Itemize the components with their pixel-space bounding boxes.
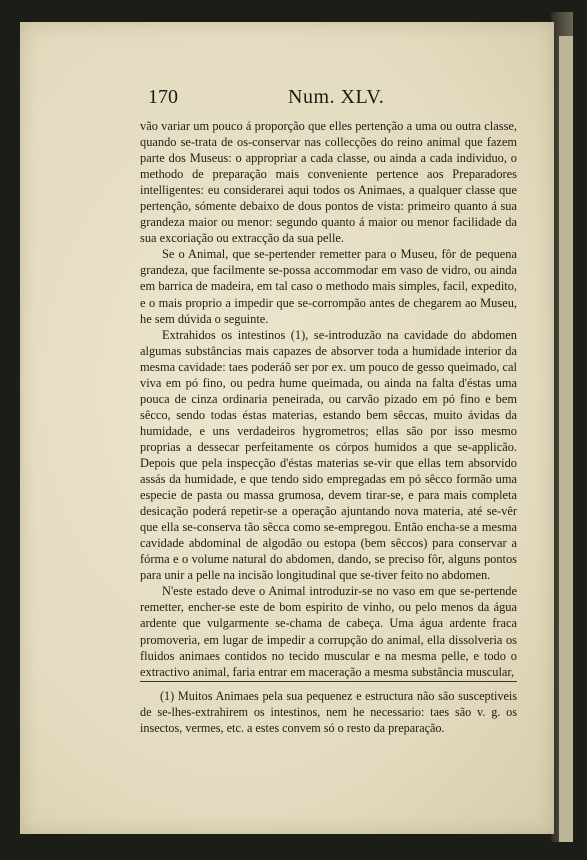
paragraph-2: Se o Animal, que se-pertender remetter para o Museu, fôr de pequena grandeza, que facilmente se-possa accommodar em vaso de vidro, ou ainda em barrica de madeira, em tal caso o methodo mais simples, facil, expedito, e o mais proprio a impedir que se-corrompão antes de chegarem ao Museu, he sem dúvida o seguinte.	[140, 247, 517, 326]
next-page-edge	[551, 12, 573, 842]
page-header	[148, 86, 548, 112]
paragraph-3: Extrahidos os intestinos (1), se-introduzão na cavidade do abdomen algumas substâncias mais capazes de absorver toda a humidade interior da mesma cavidade: taes poderáõ ser por ex. um pouco de gesso queimado, cal viva em pó fino, ou pedra hume queimada, ou ainda na falta d'éstas uma pouca de cinza ordinaria peneirada, ou carvão pizado em pó fino e bem sêcco, sendo todas éstas materias, estando bem sêccas, muito ávidas da humidade, e uns verdadeiros hygrometros; ellas são por isso mesmo proprias a dessecar perfeitamente os córpos humidos a que se-applicão. Depois que pela inspecção d'éstas materias se-vir que ellas tem absorvido assás da humidade, e que tendo sido empregadas em pó sêcco formão uma especie de pasta ou massa grumosa, devem tirar-se, e para mais completa desicação poderá repetir-se a operação ajuntando nova materia, até se-vêr que ella se-conserva tão sêcca como se-empregou. Então encha-se a mesma cavidade abdominal de algodão ou estopa (bem sêccos) para conservar a fórma e o volume natural do abdomen, dando, se preciso fôr, alguns pontos para unir a pelle na incisão longitudinal que se-tiver feito no abdomen.	[140, 327, 517, 583]
footnote-text: (1) Muitos Animaes pela sua pequenez e estructura não são susceptiveis de se-lhes-extrahirem os intestinos, nem he necessario: taes são v. g. os insectos, vermes, etc. a estes convem só o resto da preparação.	[140, 689, 517, 735]
main-text	[140, 118, 517, 680]
next-page-paper	[559, 36, 573, 842]
page-number: 170	[148, 86, 178, 108]
paragraph-1: vão variar um pouco á proporção que elles pertenção a uma ou outra classe, quando se-trata de os-conservar nas collecções do reino animal que fazem parte dos Museus: o appropriar a cada classe, ou ainda a cada individuo, o methodo de preparação mais conveniente pertence aos Preparadores intelligentes: eu considerarei aqui todos os Animaes, a qualquer classe que pertenção, sómente debaixo de dous pontos de vista: primeiro quanto á sua grandeza maior ou menor: segundo quanto á maior ou menor facilidade da sua excoriação ou extracção da sua pelle.	[140, 119, 517, 246]
footnote	[140, 688, 517, 736]
footnote-rule	[140, 681, 517, 682]
running-head: Num. XLV.	[288, 86, 385, 108]
paragraph-4: N'este estado deve o Animal introduzir-se no vaso em que se-pertende remetter, encher-se este de bom espirito de vinho, ou pelo menos da água ardente que vulgarmente se-chama de cabeça. Uma água ardente fraca promoveria, em lugar de impedir a corrupção do animal, ella dissolveria os fluidos animaes contidos no tecido muscular e na mesma pelle, e todo o extractivo animal, faria entrar em maceração a mesma substância muscular,	[140, 584, 517, 679]
